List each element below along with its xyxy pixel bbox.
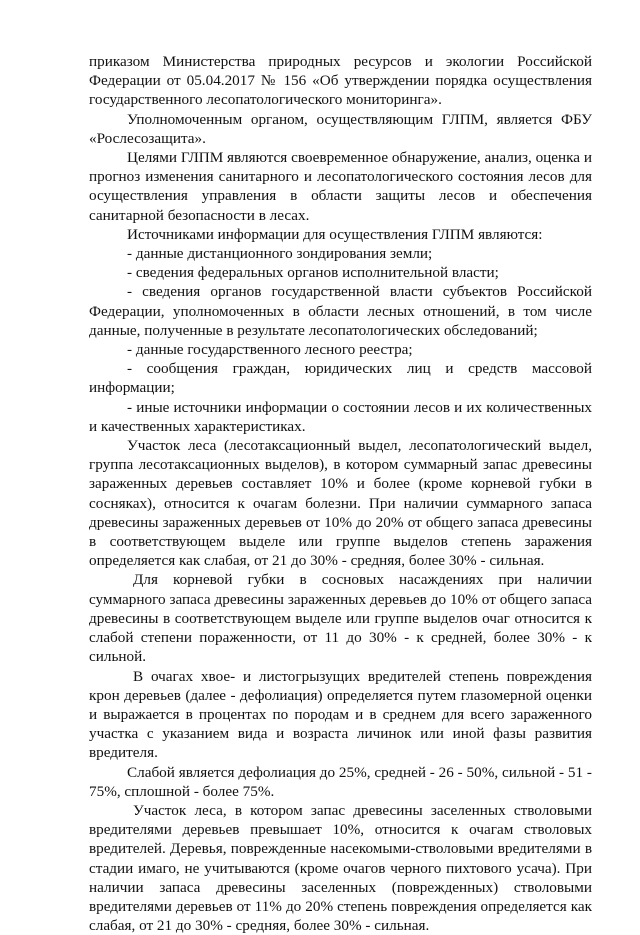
list-item-forest-registry: - данные государственного лесного реестра; xyxy=(127,341,413,359)
paragraph-glpm-goals: Целями ГЛПМ являются своевременное обнаружение, анализ, оценка и прогноз изменения санитарного и лесопатологического состояния лесов для осуществления управления в области защиты лесов и обеспечения санитарной безопасности в лесах. xyxy=(89,149,592,224)
paragraph-order-reference: приказом Министерства природных ресурсов и экологии Российской Федерации от 05.04.2017 № 156 «Об утверждении порядка осуществления государственного лесопатологического мониторинга». xyxy=(89,53,592,109)
paragraph-root-fungus: Для корневой губки в сосновых насаждениях при наличии суммарного запаса древесины зараженных деревьев до 10% от общего запаса древесины в соответствующем выделе или группе выделов очаг относится к слабой степени пораженности, от 11 до 30% - к средней, более 30% - к сильной. xyxy=(89,571,592,666)
list-item-regional-bodies: - сведения органов государственной власти субъектов Российской Федерации, уполномоченных в области лесных отношений, в том числе данные, полученные в результате лесопатологических обследований; xyxy=(89,283,592,339)
paragraph-defoliation-assessment: В очагах хвое- и листогрызущих вредителей степень повреждения крон деревьев (далее - дефолиация) определяется путем глазомерной оценки и выражается в процентах по породам и в среднем для всего зараженного участка с указанием вида и возраста личинок или иной фазы развития вредителя. xyxy=(89,667,592,762)
list-item-federal-bodies: - сведения федеральных органов исполнительной власти; xyxy=(127,264,499,282)
list-item-remote-sensing: - данные дистанционного зондирования земли; xyxy=(127,245,433,263)
paragraph-disease-foci: Участок леса (лесотаксационный выдел, лесопатологический выдел, группа лесотаксационных выделов), в котором суммарный запас древесины зараженных деревьев составляет 10% и более (кроме корневой губки в сосняках), относится к очагам болезни. При наличии суммарного запаса древесины зараженных деревьев от 10% до 20% от общего запаса древесины в соответствующем выделе или группе выделов степень заражения определяется как слабая, от 21 до 30% - средняя, более 30% - сильная. xyxy=(89,437,592,570)
paragraph-stem-pests: Участок леса, в котором запас древесины заселенных стволовыми вредителями деревьев превышает 10%, относится к очагам стволовых вредителей. Деревья, поврежденные насекомыми-стволовыми вредителями в стадии имаго, не учитываются (кроме очагов черного пихтового усача). При наличии запаса древесины заселенных (поврежденных) стволовыми вредителями деревьев от 11% до 20% степень повреждения определяется как слабая, от 21 до 30% - средняя, более 30% - сильная. xyxy=(89,801,592,935)
document-page xyxy=(89,52,592,935)
paragraph-defoliation-levels: Слабой является дефолиация до 25%, средней - 26 - 50%, сильной - 51 - 75%, сплошной - более 75%. xyxy=(89,763,592,800)
list-item-other-sources: - иные источники информации о состоянии лесов и их количественных и качественных характеристиках. xyxy=(89,398,592,435)
paragraph-info-sources-heading: Источниками информации для осуществления ГЛПМ являются: xyxy=(127,225,543,243)
paragraph-authorized-body: Уполномоченным органом, осуществляющим ГЛПМ, является ФБУ «Рослесозащита». xyxy=(89,110,592,147)
list-item-citizen-reports: - сообщения граждан, юридических лиц и средств массовой информации; xyxy=(89,360,592,397)
